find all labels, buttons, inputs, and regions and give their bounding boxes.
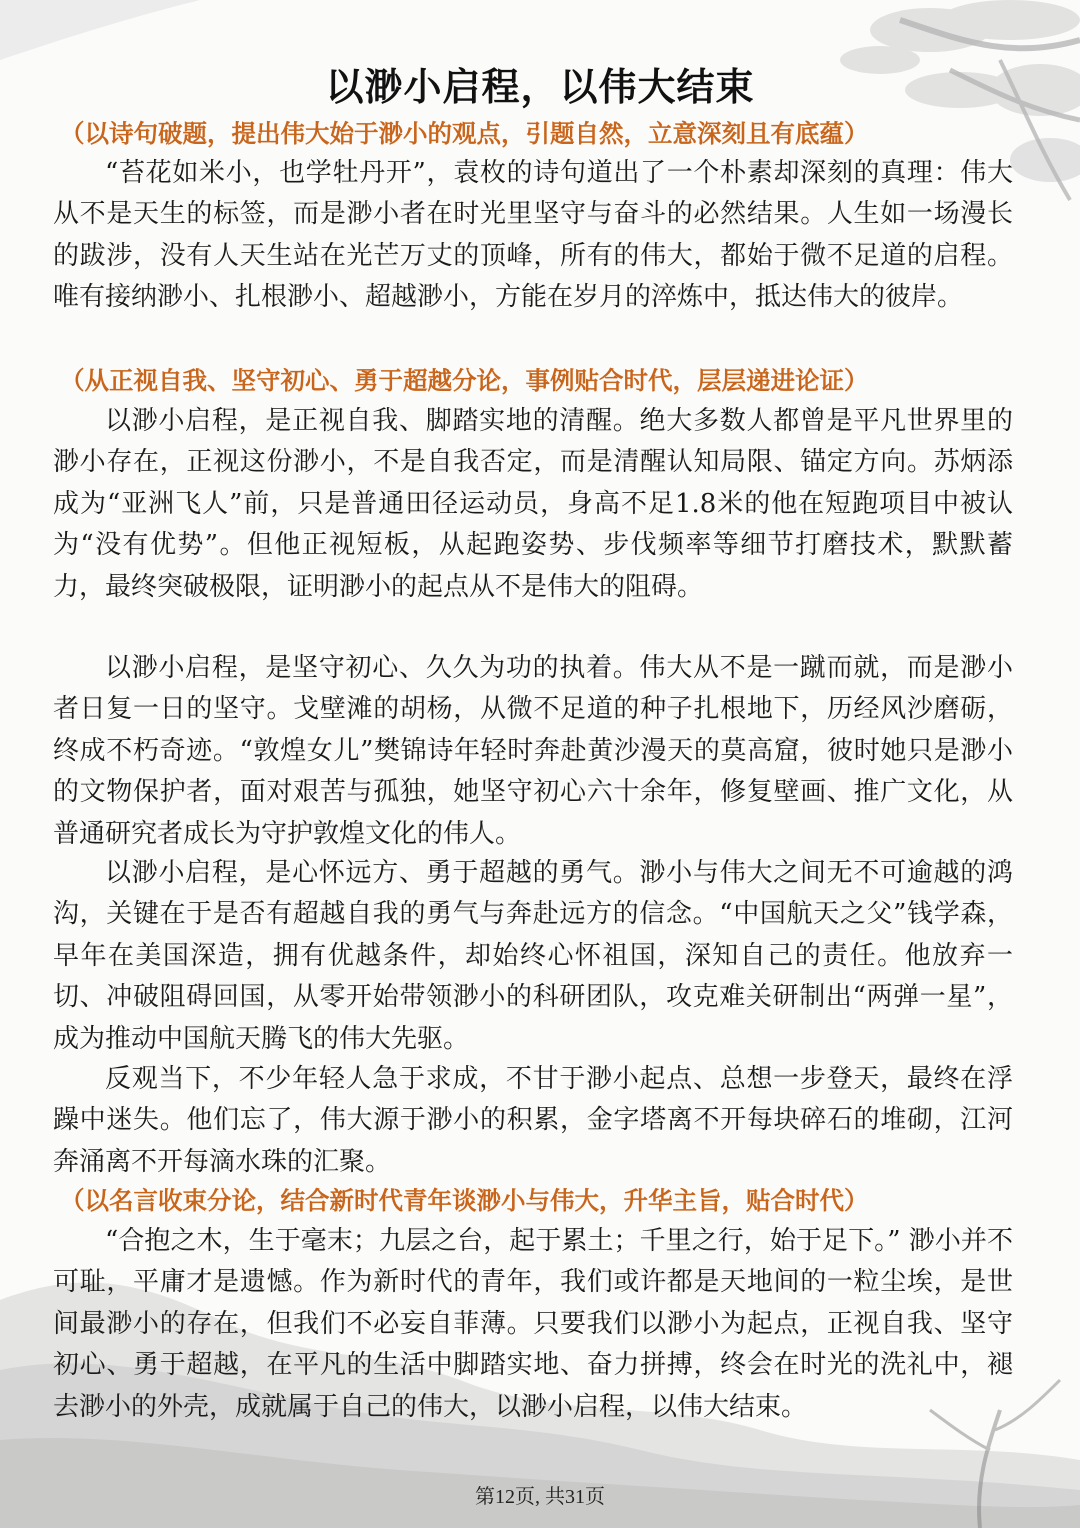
essay-paragraph: “苔花如米小，也学牡丹开”，袁枚的诗句道出了一个朴素却深刻的真理：伟大从不是天生的标签，而是渺小者在时光里坚守与奋斗的必然结果。人生如一场漫长的跋涉，没有人天生站在光芒万丈的顶峰，所有的伟大，都始于微不足道的启程。唯有接纳渺小、扎根渺小、超越渺小，方能在岁月的淬炼中，抵达伟大的彼岸。	[53, 158, 1013, 313]
essay-paragraph: 以渺小启程，是坚守初心、久久为功的执着。伟大从不是一蹴而就，而是渺小者日复一日的坚守。戈壁滩的胡杨，从微不足道的种子扎根地下，历经风沙磨砺，终成不朽奇迹。“敦煌女儿”樊锦诗年轻时奔赴黄沙漫天的莫高窟，彼时她只是渺小的文物保护者，面对艰苦与孤独，她坚守初心六十余年，修复壁画、推广文化，从普通研究者成长为守护敦煌文化的伟人。	[53, 653, 1013, 849]
annotation-comment: （从正视自我、坚守初心、勇于超越分论，事例贴合时代，层层递进论证）	[60, 366, 869, 395]
page-number: 第12页, 共31页	[475, 1486, 605, 1508]
annotation-comment: （以名言收束分论，结合新时代青年谈渺小与伟大，升华主旨，贴合时代）	[60, 1186, 869, 1215]
essay-paragraph: 以渺小启程，是正视自我、脚踏实地的清醒。绝大多数人都曾是平凡世界里的渺小存在，正视这份渺小，不是自我否定，而是清醒认知局限、锚定方向。苏炳添成为“亚洲飞人”前，只是普通田径运动员，身高不足1.8米的他在短跑项目中被认为“没有优势”。但他正视短板，从起跑姿势、步伐频率等细节打磨技术，默默蓄力，最终突破极限，证明渺小的起点从不是伟大的阻碍。	[53, 406, 1013, 602]
essay-paragraph: 以渺小启程，是心怀远方、勇于超越的勇气。渺小与伟大之间无不可逾越的鸿沟，关键在于是否有超越自我的勇气与奔赴远方的信念。“中国航天之父”钱学森，早年在美国深造，拥有优越条件，却始终心怀祖国，深知自己的责任。他放弃一切、冲破阻碍回国，从零开始带领渺小的科研团队，攻克难关研制出“两弹一星”，成为推动中国航天腾飞的伟大先驱。	[53, 858, 1013, 1054]
annotation-comment: （以诗句破题，提出伟大始于渺小的观点，引题自然，立意深刻且有底蕴）	[60, 119, 869, 148]
essay-paragraph: 反观当下，不少年轻人急于求成，不甘于渺小起点、总想一步登天，最终在浮躁中迷失。他们忘了，伟大源于渺小的积累，金字塔离不开每块碎石的堆砌，江河奔涌离不开每滴水珠的汇聚。	[53, 1064, 1013, 1177]
essay-title: 以渺小启程，以伟大结束	[325, 65, 755, 109]
essay-paragraph: “合抱之木，生于毫末；九层之台，起于累土；千里之行，始于足下。” 渺小并不可耻，平庸才是遗憾。作为新时代的青年，我们或许都是天地间的一粒尘埃，是世间最渺小的存在，但我们不必妄自菲薄。只要我们以渺小为起点，正视自我、坚守初心、勇于超越，在平凡的生活中脚踏实地、奋力拼搏，终会在时光的洗礼中，褪去渺小的外壳，成就属于自己的伟大，以渺小启程，以伟大结束。	[53, 1226, 1013, 1422]
